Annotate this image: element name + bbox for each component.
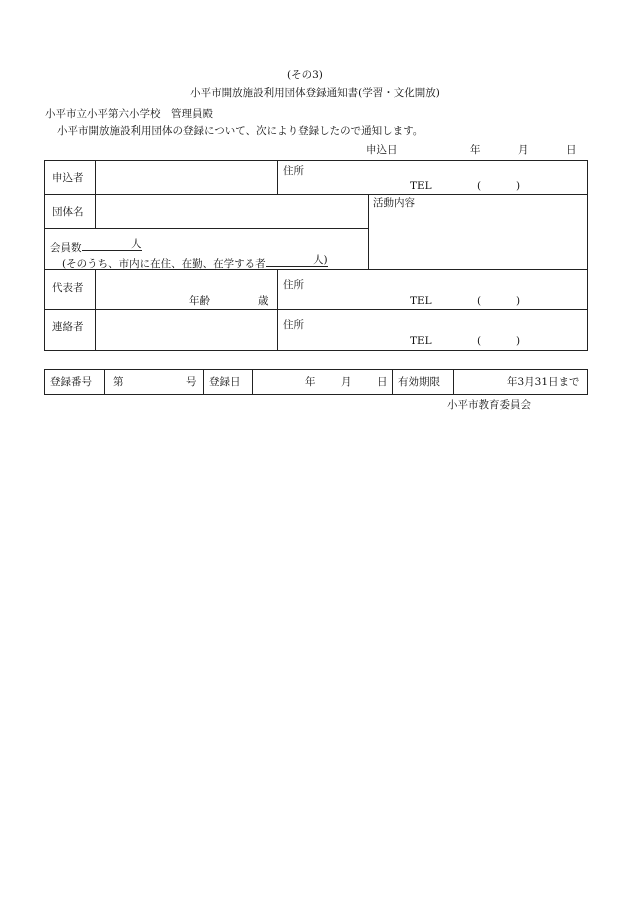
document-title: 小平市開放施設利用団体登録通知書(学習・文化開放) (190, 87, 440, 99)
activity-label: 活動内容 (373, 197, 415, 209)
contact-tel-label: TEL (410, 335, 432, 347)
representative-tel-label: TEL (410, 295, 432, 307)
representative-tel-paren-close: ) (516, 295, 521, 307)
registration-number-prefix: 第 (113, 376, 124, 388)
members-unit: 人 (131, 238, 142, 250)
applicant-tel-paren-close: ) (516, 180, 521, 192)
group-name-label: 団体名 (52, 206, 84, 218)
contact-tel-paren-open: ( (477, 335, 482, 347)
intro-text: 小平市開放施設利用団体の登録について、次により登録したので通知します。 (57, 125, 424, 137)
contact-address-label: 住所 (283, 319, 304, 331)
applicant-address-label: 住所 (283, 165, 304, 177)
members-label: 会員数 (50, 242, 82, 254)
registration-date-year: 年 (305, 376, 316, 388)
application-date-day: 日 (566, 144, 577, 156)
application-date-label: 申込日 (366, 144, 398, 156)
members-note-unit: 人) (313, 254, 328, 266)
registration-number-label: 登録番号 (50, 376, 92, 388)
applicant-label: 申込者 (52, 172, 84, 184)
applicant-tel-label: TEL (410, 180, 432, 192)
addressee: 小平市立小平第六小学校 管理員殿 (45, 108, 213, 120)
registration-date-label: 登録日 (209, 376, 241, 388)
document-subtitle: (その3) (287, 69, 323, 81)
representative-age-unit: 歳 (258, 295, 269, 307)
representative-tel-paren-open: ( (477, 295, 482, 307)
validity-label: 有効期限 (398, 376, 440, 388)
issuer: 小平市教育委員会 (447, 399, 531, 411)
validity-value: 年3月31日まで (507, 376, 580, 388)
representative-label: 代表者 (52, 282, 84, 294)
applicant-tel-paren-open: ( (477, 180, 482, 192)
members-local-row (62, 255, 328, 270)
members-local-blank (266, 255, 328, 267)
members-count-row (50, 239, 142, 254)
representative-age-label: 年齢 (189, 295, 210, 307)
members-note-prefix: (そのうち、市内に在住、在勤、在学する者 (62, 258, 266, 270)
application-date-month: 月 (518, 144, 529, 156)
members-count-blank (82, 239, 142, 251)
registration-number-suffix: 号 (186, 376, 197, 388)
application-date-year: 年 (470, 144, 481, 156)
registration-date-month: 月 (341, 376, 352, 388)
contact-label: 連絡者 (52, 321, 84, 333)
contact-tel-paren-close: ) (516, 335, 521, 347)
representative-address-label: 住所 (283, 279, 304, 291)
registration-date-day: 日 (377, 376, 388, 388)
